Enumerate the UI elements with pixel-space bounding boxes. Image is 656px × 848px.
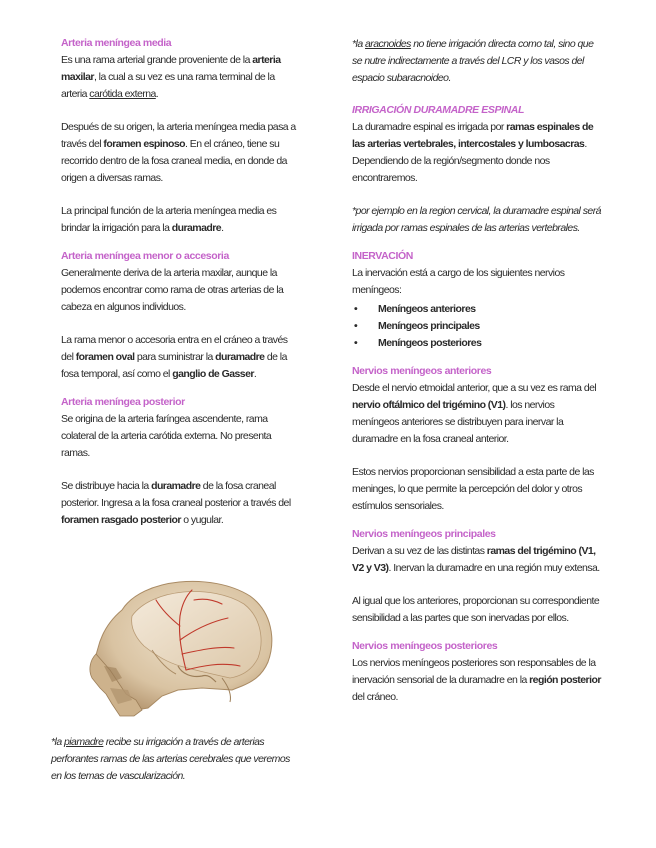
section-accessory-meningeal-artery [61,249,301,383]
paragraph: Los nervios meníngeos posteriores son responsables de la inervación sensorial de la duramadre en la región posterior del cráneo. [352,657,601,703]
paragraph: Después de su origen, la arteria meníngea media pasa a través del foramen espinoso. En el cráneo, tiene su recorrido dentro de la fosa craneal media, en donde da origen a diversas ramas. [61,121,296,184]
section-title: Arteria meníngea posterior [61,396,185,408]
paragraph: *la aracnoides no tiene irrigación directa como tal, sino que se nutre indirectamente a través del LCR y los vasos del espacio subaracnoideo. [352,38,594,84]
paragraph: *la piamadre recibe su irrigación a través de arterias perforantes ramas de las arterias cerebrales que veremos en los temas de vascularización. [51,736,290,782]
paragraph: Al igual que los anteriores, proporcionan su correspondiente sensibilidad a las partes que son inervadas por ellos. [352,595,600,624]
section-posterior-meningeal-artery [61,395,301,529]
section-anterior-meningeal-nerves [352,364,602,515]
section-principal-meningeal-nerves [352,527,602,627]
paragraph: Desde el nervio etmoidal anterior, que a su vez es rama del nervio oftálmico del trigémino (V1). los nervios meníngeos anteriores se distribuyen para inervar la duramadre en la fosa craneal anterior. [352,382,597,445]
list-item: • Meníngeos posteriores [354,337,482,349]
list-item: • Meníngeos anteriores [354,303,476,315]
paragraph: Se origina de la arteria faríngea ascendente, rama colateral de la arteria carótida externa. No presenta ramas. [61,413,272,459]
paragraph: Derivan a su vez de las distintas ramas del trigémino (V1, V2 y V3). Inervan la duramadre en una región muy extensa. [352,545,600,574]
paragraph: La principal función de la arteria meníngea media es brindar la irrigación para la duramadre. [61,205,277,234]
left-note [51,734,301,785]
paragraph: Se distribuye hacia la duramadre de la fosa craneal posterior. Ingresa a la fosa craneal posterior a través del foramen rasgado posterior o yugular. [61,480,291,526]
section-title: Nervios meníngeos anteriores [352,365,492,377]
nerve-list [352,301,602,352]
section-title: Nervios meníngeos principales [352,528,496,540]
section-innervation [352,249,602,352]
paragraph: La inervación está a cargo de los siguientes nervios meníngeos: [352,267,565,296]
skull-illustration [82,570,278,720]
paragraph: Es una rama arterial grande proveniente de la arteria maxilar, la cual a su vez es una rama terminal de la arteria carótida externa. [61,54,281,100]
paragraph: *por ejemplo en la region cervical, la duramadre espinal será irrigada por ramas espinales de las arterias vertebrales. [352,205,601,234]
section-title: IRRIGACIÓN DURAMADRE ESPINAL [352,104,524,116]
right-column [352,36,602,706]
section-middle-meningeal-artery [61,36,301,237]
section-title: Arteria meníngea media [61,37,172,49]
section-spinal-dura-irrigation [352,103,602,237]
paragraph: Generalmente deriva de la arteria maxilar, aunque la podemos encontrar como rama de otras arterias de la cabeza en algunos individuos. [61,267,284,313]
paragraph: Estos nervios proporcionan sensibilidad a esta parte de las meninges, lo que permite la percepción del dolor y otros estímulos sensoriales. [352,466,594,512]
section-title: INERVACIÓN [352,250,413,262]
section-title: Arteria meníngea menor o accesoria [61,250,229,262]
paragraph: La duramadre espinal es irrigada por ramas espinales de las arterias vertebrales, intercostales y lumbosacras. Dependiendo de la región/segmento donde nos encontraremos. [352,121,594,184]
list-item: • Meníngeos principales [354,320,480,332]
section-posterior-meningeal-nerves [352,639,602,706]
section-title: Nervios meníngeos posteriores [352,640,498,652]
left-column [61,36,301,529]
paragraph: La rama menor o accesoria entra en el cráneo a través del foramen oval para suministrar la duramadre de la fosa temporal, así como el ganglio de Gasser. [61,334,288,380]
